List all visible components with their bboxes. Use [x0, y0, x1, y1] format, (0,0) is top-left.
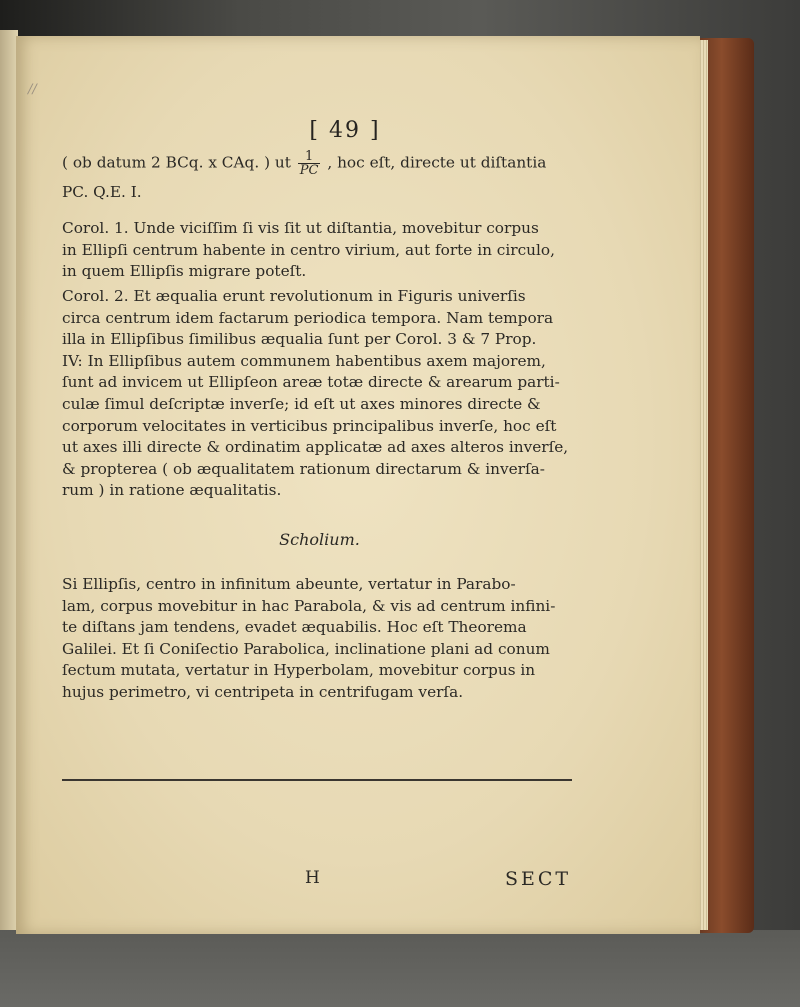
fraction-numerator: 1 [298, 150, 321, 164]
corollary-2-line: ut axes illi directe & ordinatim applicatæ ad axes alteros inverſe, [62, 438, 569, 457]
equation-lead: ( ob datum 2 BCq. x CAq. ) ut [62, 153, 291, 172]
equation-tail: , hoc eſt, directe ut diſtantia [327, 153, 547, 172]
fraction-denominator: PC [299, 163, 319, 178]
corollary-2-line: ſunt ad invicem ut Ellipſeon areæ totæ directe & arearum parti- [62, 373, 560, 392]
corollary-2-line: illa in Ellipſibus ſimilibus æqualia ſunt per Corol. 3 & 7 Prop. [62, 330, 537, 349]
equation-fraction [298, 150, 321, 177]
scholium-line: ſectum mutata, vertatur in Hyperbolam, movebitur corpus in [62, 661, 536, 680]
qed-line: PC. Q.E. I. [62, 183, 142, 201]
scholium-text [62, 574, 577, 704]
book-cover-edge [700, 38, 754, 933]
scholium-line: hujus perimetro, vi centripeta in centrifugam verſa. [62, 682, 464, 701]
page-header: [ 49 ] [309, 118, 381, 143]
body-text-top [62, 150, 577, 204]
corollary-1 [62, 218, 577, 283]
equation-line [62, 150, 577, 188]
scholium-line: Galilei. Et ſi Coniſectio Parabolica, inclinatione plani ad conum [62, 639, 550, 658]
pencil-mark: // [28, 82, 37, 97]
corollary-2-line: culæ ſimul deſcriptæ inverſe; id eſt ut axes minores directe & [62, 394, 541, 413]
corollary-2-line: rum ) in ratione æqualitatis. [62, 481, 282, 500]
catchword: SECT [505, 868, 572, 890]
corollary-2-line: corporum velocitates in verticibus principalibus inverſe, hoc eſt [62, 416, 557, 435]
corollary-1-line: in Ellipſi centrum habente in centro virium, aut forte in circulo, [62, 240, 555, 259]
corollary-2 [62, 286, 577, 502]
corollary-1-line: Corol. 1. Unde viciſſim ſi vis ſit ut diſtantia, movebitur corpus [62, 219, 539, 237]
scholium-title: Scholium. [279, 530, 360, 549]
corollary-2-line: Corol. 2. Et æqualia erunt revolutionum in Figuris univerſis [62, 287, 526, 305]
horizontal-rule [62, 779, 572, 781]
corollary-2-line: circa centrum idem factarum periodica tempora. Nam tempora [62, 308, 554, 327]
scholium-line: lam, corpus movebitur in hac Parabola, & vis ad centrum infini- [62, 596, 556, 615]
scholium-line: te diſtans jam tendens, evadet æquabilis. Hoc eſt Theorema [62, 618, 527, 637]
background-cloth [0, 930, 800, 1007]
scholium-line: Si Ellipſis, centro in infinitum abeunte, vertatur in Parabo- [62, 575, 516, 593]
corollary-2-line: & propterea ( ob æqualitatem rationum directarum & inverſa- [62, 459, 545, 478]
signature-mark: H [305, 868, 320, 888]
corollary-2-line: IV: In Ellipſibus autem communem habentibus axem majorem, [62, 351, 546, 370]
corollary-1-line: in quem Ellipſis migrare poteſt. [62, 262, 307, 281]
